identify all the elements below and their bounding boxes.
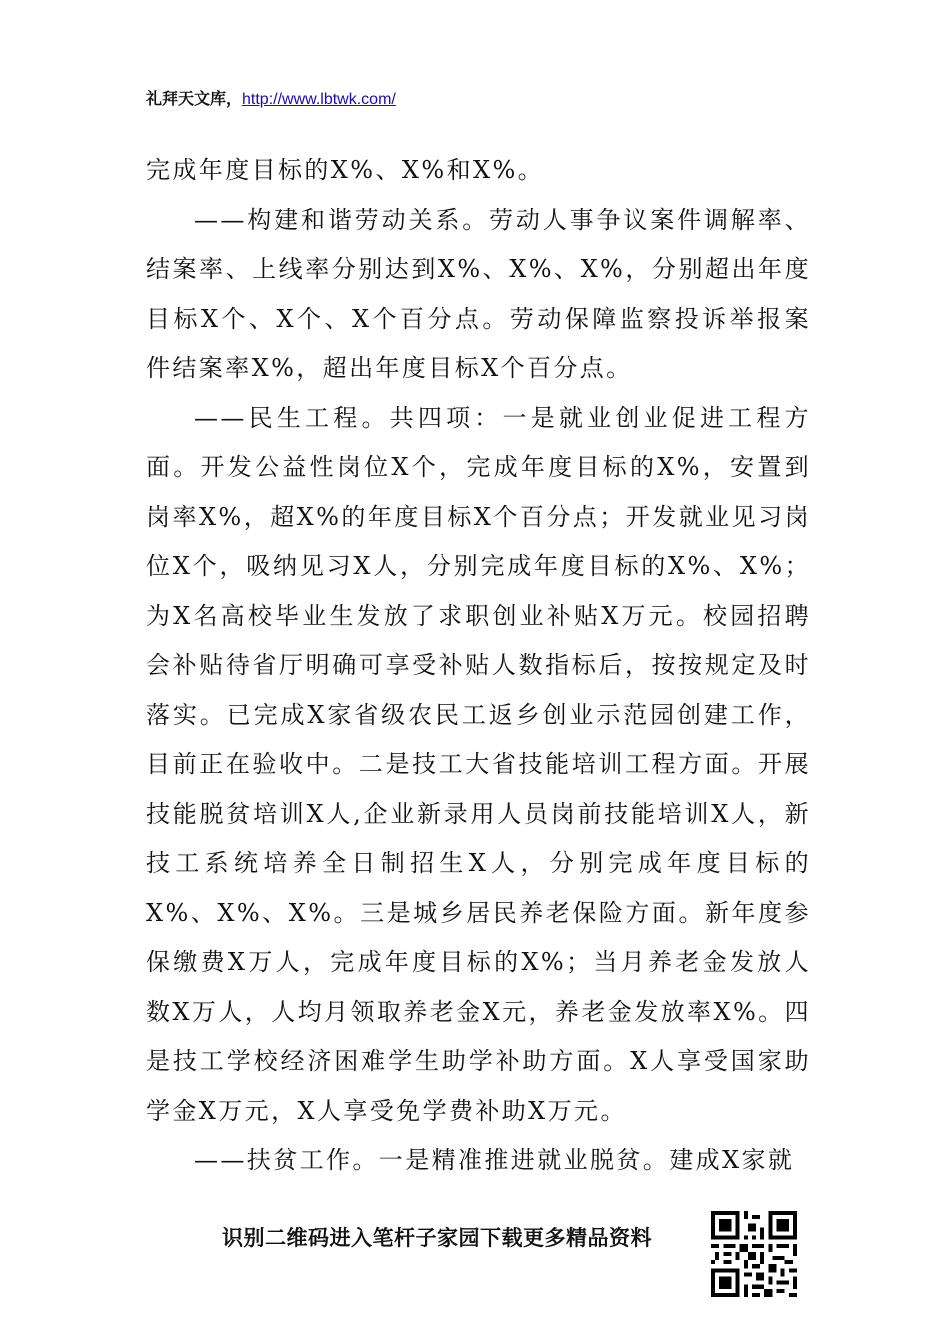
paragraph: ——构建和谐劳动关系。劳动人事争议案件调解率、结案率、上线率分别达到X%、X%、X%，分别超出年度目标X个、X个、X个百分点。劳动保障监察投诉举报案件结案率X%，超出年度目标X个百分点。 xyxy=(146,205,811,382)
page-header xyxy=(146,86,396,109)
site-name: 礼拜天文库， xyxy=(146,89,243,108)
site-url-link[interactable]: http://www.lbtwk.com/ xyxy=(242,91,396,108)
footer-caption: 识别二维码进入笔杆子家园下载更多精品资料 xyxy=(222,1226,652,1250)
qr-code-icon[interactable] xyxy=(711,1211,797,1297)
paragraph: ——扶贫工作。一是精准推进就业脱贫。建成X家就 xyxy=(194,1146,795,1174)
document-body xyxy=(146,146,811,1186)
paragraph: 完成年度目标的X%、X%和X%。 xyxy=(146,156,545,184)
paragraph: ——民生工程。共四项：一是就业创业促进工程方面。开发公益性岗位X个，完成年度目标的X%，安置到岗率X%，超X%的年度目标X个百分点；开发就业见习岗位X个，吸纳见习X人，分别完成年度目标的X%、X%；为X名高校毕业生发放了求职创业补贴X万元。校园招聘会补贴待省厅明确可享受补贴人数指标后，按按规定及时落实。已完成X家省级农民工返乡创业示范园创建工作，目前正在验收中。二是技工大省技能培训工程方面。开展技能脱贫培训X人,企业新录用人员岗前技能培训X人，新技工系统培养全日制招生X人，分别完成年度目标的X%、X%、X%。三是城乡居民养老保险方面。新年度参保缴费X万人，完成年度目标的X%；当月养老金发放人数X万人，人均月领取养老金X元，养老金发放率X%。四是技工学校经济困难学生助学补助方面。X人享受国家助学金X万元，X人享受免学费补助X万元。 xyxy=(146,403,811,1125)
